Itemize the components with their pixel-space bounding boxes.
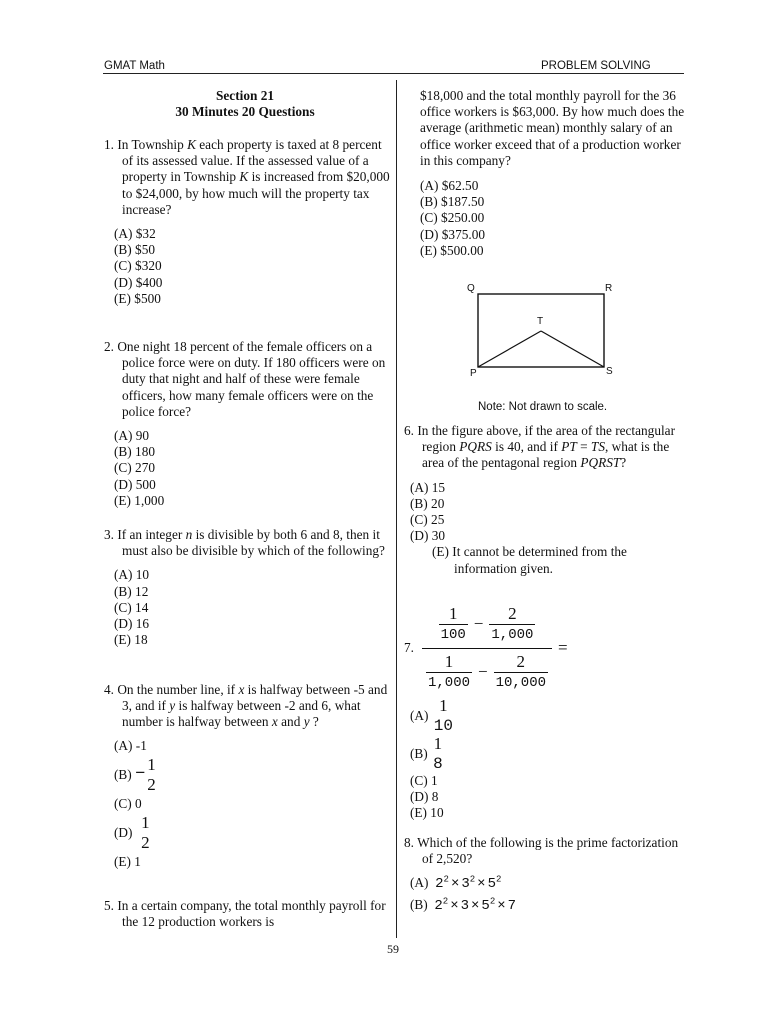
fraction: $\frac{2}{10,000}$ — [495, 652, 547, 691]
option[interactable]: (D) 16 — [114, 615, 150, 631]
option[interactable]: (C) 270 — [114, 460, 155, 476]
option[interactable]: (E) $500 — [114, 290, 161, 306]
option[interactable]: (D) 30 — [410, 528, 446, 544]
option[interactable]: (D) 8 — [410, 789, 439, 805]
fraction: 1 8 — [433, 734, 443, 773]
question-3-stem: 3. If an integer n is divisible by both 6 and 8, then it must also be divisible by which of the following? — [104, 527, 385, 559]
option[interactable]: (E) 1,000 — [114, 492, 165, 508]
question-5-stem: 5. In a certain company, the total monthly payroll for the 12 production workers is — [104, 898, 386, 930]
option[interactable]: (B) 12 — [114, 583, 149, 599]
label-q: Q — [467, 283, 475, 294]
page-number: 59 — [387, 942, 399, 956]
label-s: S — [606, 366, 613, 377]
question-3 — [104, 527, 390, 648]
fraction: 1 2 — [147, 754, 156, 794]
option[interactable]: (A) $32 — [114, 226, 156, 242]
column-divider — [396, 80, 397, 938]
option[interactable]: (E) 18 — [114, 632, 148, 648]
option[interactable]: (E) 1 — [114, 853, 141, 869]
figure-note: Note: Not drawn to scale. — [478, 401, 608, 413]
label-t: T — [537, 316, 544, 327]
question-2 — [104, 339, 390, 509]
option[interactable]: (C) 0 — [114, 795, 142, 811]
question-5 — [104, 898, 390, 930]
label-p: P — [470, 368, 477, 379]
rectangle-figure — [462, 280, 622, 380]
question-2-options — [104, 428, 390, 509]
question-8-options — [404, 875, 688, 919]
option[interactable]: (C) 25 — [410, 511, 445, 527]
complex-fraction-denominator: $\frac{1}{1,000}$ − $\frac{2}{10,000}$ — [427, 652, 547, 691]
complex-fraction-numerator: $\frac{1}{100}$ − $\frac{2}{1,000}$ — [440, 604, 534, 643]
question-2-stem: 2. One night 18 percent of the female officers on a police force were on duty. If 180 officers were on duty that night and half of these were female officers, how many female officers were on the police force? — [104, 339, 386, 419]
option[interactable]: (A) 10 — [114, 567, 150, 583]
option[interactable]: (D) $400 — [114, 274, 163, 290]
option[interactable]: (D) $375.00 — [420, 226, 485, 242]
question-4-options — [104, 738, 390, 872]
option[interactable]: (B) 20 — [410, 495, 445, 511]
option[interactable]: (C) 1 — [410, 773, 438, 788]
option[interactable]: (C) $320 — [114, 258, 162, 274]
question-7-options — [404, 697, 688, 822]
option[interactable]: (E) $500.00 — [420, 242, 484, 258]
option[interactable]: (B) 180 — [114, 444, 155, 460]
option[interactable]: (A) 1 10 — [410, 696, 453, 735]
question-1-stem: 1. In Township K each property is taxed at 8 percent of its assessed value. If the assessed value of a property in Township K is increased from $20,000 to $24,000, by how much will the property tax increase? — [104, 137, 390, 217]
fraction: 1 10 — [433, 696, 453, 735]
option[interactable]: (E) It cannot be determined from the information given. — [432, 544, 627, 576]
fraction: $\frac{1}{100}$ — [440, 604, 466, 643]
complex-fraction — [422, 604, 552, 693]
label-r: R — [605, 283, 613, 294]
option[interactable]: (A) $2^2 \times 3^2 \times 5^2$ — [410, 874, 502, 893]
question-5-stem-continued: $18,000 and the total monthly payroll for the 36 office workers is $63,000. By how much does the average (arithmetic mean) monthly salary of an office worker exceed that of a production worker in this company? — [420, 88, 685, 168]
header-left: GMAT Math — [104, 60, 165, 72]
option[interactable]: (B) $187.50 — [420, 194, 485, 210]
question-5-options — [420, 178, 688, 259]
question-6-options — [404, 480, 688, 577]
question-1-options — [104, 226, 390, 307]
question-7 — [404, 604, 688, 822]
option[interactable]: (E) 10 — [410, 805, 444, 821]
question-7-expression: 7. $\frac{1}{100}$ − $\frac{2}{1,000}$ $\frac{1}{1,000}$ − $\frac{2}{10,000}$ = — [404, 604, 568, 691]
option[interactable]: (B) 1 8 — [410, 734, 443, 773]
segment-pt — [478, 331, 541, 367]
fraction: $\frac{2}{1,000}$ — [491, 604, 534, 643]
header-rule — [103, 73, 684, 74]
question-8 — [404, 835, 688, 919]
question-6 — [404, 423, 688, 577]
option[interactable]: (B) − 1 2 — [114, 754, 156, 794]
segment-ts — [541, 331, 604, 367]
section-subtitle: 30 Minutes 20 Questions — [175, 104, 315, 119]
section-title: Section 21 — [216, 88, 274, 103]
option[interactable]: (A) $62.50 — [420, 178, 479, 194]
question-6-stem: 6. In the figure above, if the area of the rectangular region PQRS is 40, and if PT = TS, what is the area of the pentagonal region PQRST? — [404, 423, 675, 471]
option[interactable]: (B) $50 — [114, 242, 155, 258]
option[interactable]: (D) 500 — [114, 476, 156, 492]
option[interactable]: (A) -1 — [114, 737, 147, 753]
question-4 — [104, 682, 390, 872]
question-3-options — [104, 567, 390, 648]
question-8-stem: 8. Which of the following is the prime factorization of 2,520? — [404, 835, 679, 867]
option[interactable]: (C) 14 — [114, 599, 149, 615]
question-1 — [104, 137, 390, 307]
fraction: 1 2 — [141, 812, 150, 852]
fraction: $\frac{1}{1,000}$ — [427, 652, 470, 691]
option[interactable]: (C) $250.00 — [420, 210, 485, 226]
option[interactable]: (A) 90 — [114, 428, 150, 444]
header-right: PROBLEM SOLVING — [541, 60, 651, 72]
option[interactable]: (B) $2^2 \times 3 \times 5^2 \times 7$ — [410, 896, 517, 915]
question-5-continued — [420, 88, 688, 259]
question-4-stem: 4. On the number line, if x is halfway between -5 and 3, and if y is halfway between -2 and 6, what number is halfway between x and y ? — [104, 682, 388, 730]
option[interactable]: (D) 1 2 — [114, 812, 150, 852]
option[interactable]: (A) 15 — [410, 479, 446, 495]
